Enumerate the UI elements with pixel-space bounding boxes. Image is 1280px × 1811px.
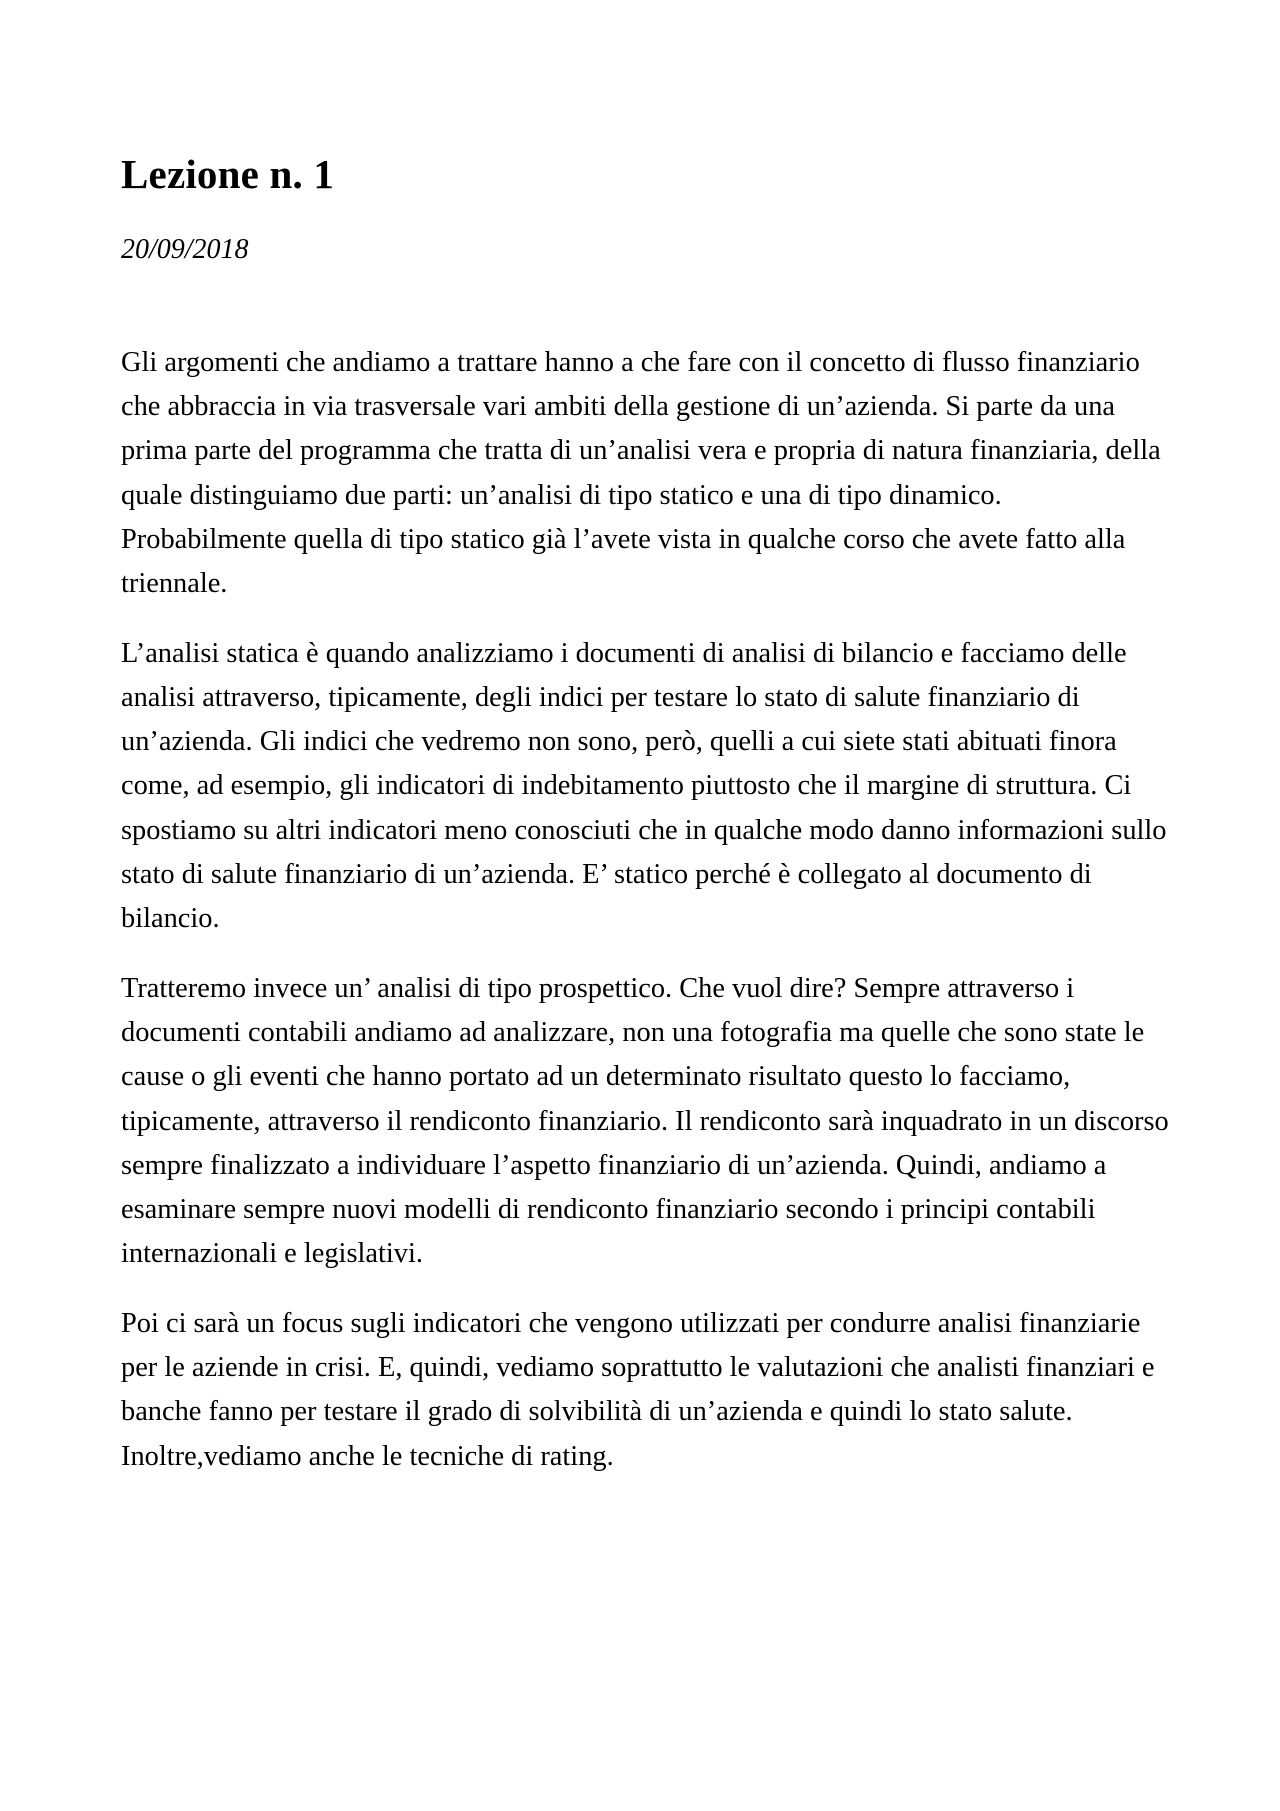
paragraph-4: Poi ci sarà un focus sugli indicatori che vengono utilizzati per condurre analisi finanziarie per le aziende in crisi. E, quindi, vediamo soprattutto le valutazioni che analisti finanziari e banche fanno per testare il grado di solvibilità di un’azienda e quindi lo stato salute. Inoltre,vediamo anche le tecniche di rating. <box>121 1307 1155 1472</box>
lesson-title: Lezione n. 1 <box>121 151 335 197</box>
lesson-date: 20/09/2018 <box>121 234 249 266</box>
document-body <box>121 341 1171 1479</box>
paragraph-3: Tratteremo invece un’ analisi di tipo prospettico. Che vuol dire? Sempre attraverso i documenti contabili andiamo ad analizzare, non una fotografia ma quelle che sono state le cause o gli eventi che hanno portato ad un determinato risultato questo lo facciamo, tipicamente, attraverso il rendiconto finanziario. Il rendiconto sarà inquadrato in un discorso sempre finalizzato a individuare l’aspetto finanziario di un’azienda. Quindi, andiamo a esaminare sempre nuovi modelli di rendiconto finanziario secondo i principi contabili internazionali e legislativi. <box>121 972 1169 1270</box>
paragraph-2: L’analisi statica è quando analizziamo i documenti di analisi di bilancio e facciamo delle analisi attraverso, tipicamente, degli indici per testare lo stato di salute finanziario di un’azienda. Gli indici che vedremo non sono, però, quelli a cui siete stati abituati finora come, ad esempio, gli indicatori di indebitamento piuttosto che il margine di struttura. Ci spostiamo su altri indicatori meno conosciuti che in qualche modo danno informazioni sullo stato di salute finanziario di un’azienda. E’ statico perché è collegato al documento di bilancio. <box>121 637 1167 935</box>
paragraph-1: Gli argomenti che andiamo a trattare hanno a che fare con il concetto di flusso finanziario che abbraccia in via trasversale vari ambiti della gestione di un’azienda. Si parte da una prima parte del programma che tratta di un’analisi vera e propria di natura finanziaria, della quale distinguiamo due parti: un’analisi di tipo statico e una di tipo dinamico. Probabilmente quella di tipo statico già l’avete vista in qualche corso che avete fatto alla triennale. <box>121 346 1161 600</box>
document-content <box>121 150 1171 1504</box>
